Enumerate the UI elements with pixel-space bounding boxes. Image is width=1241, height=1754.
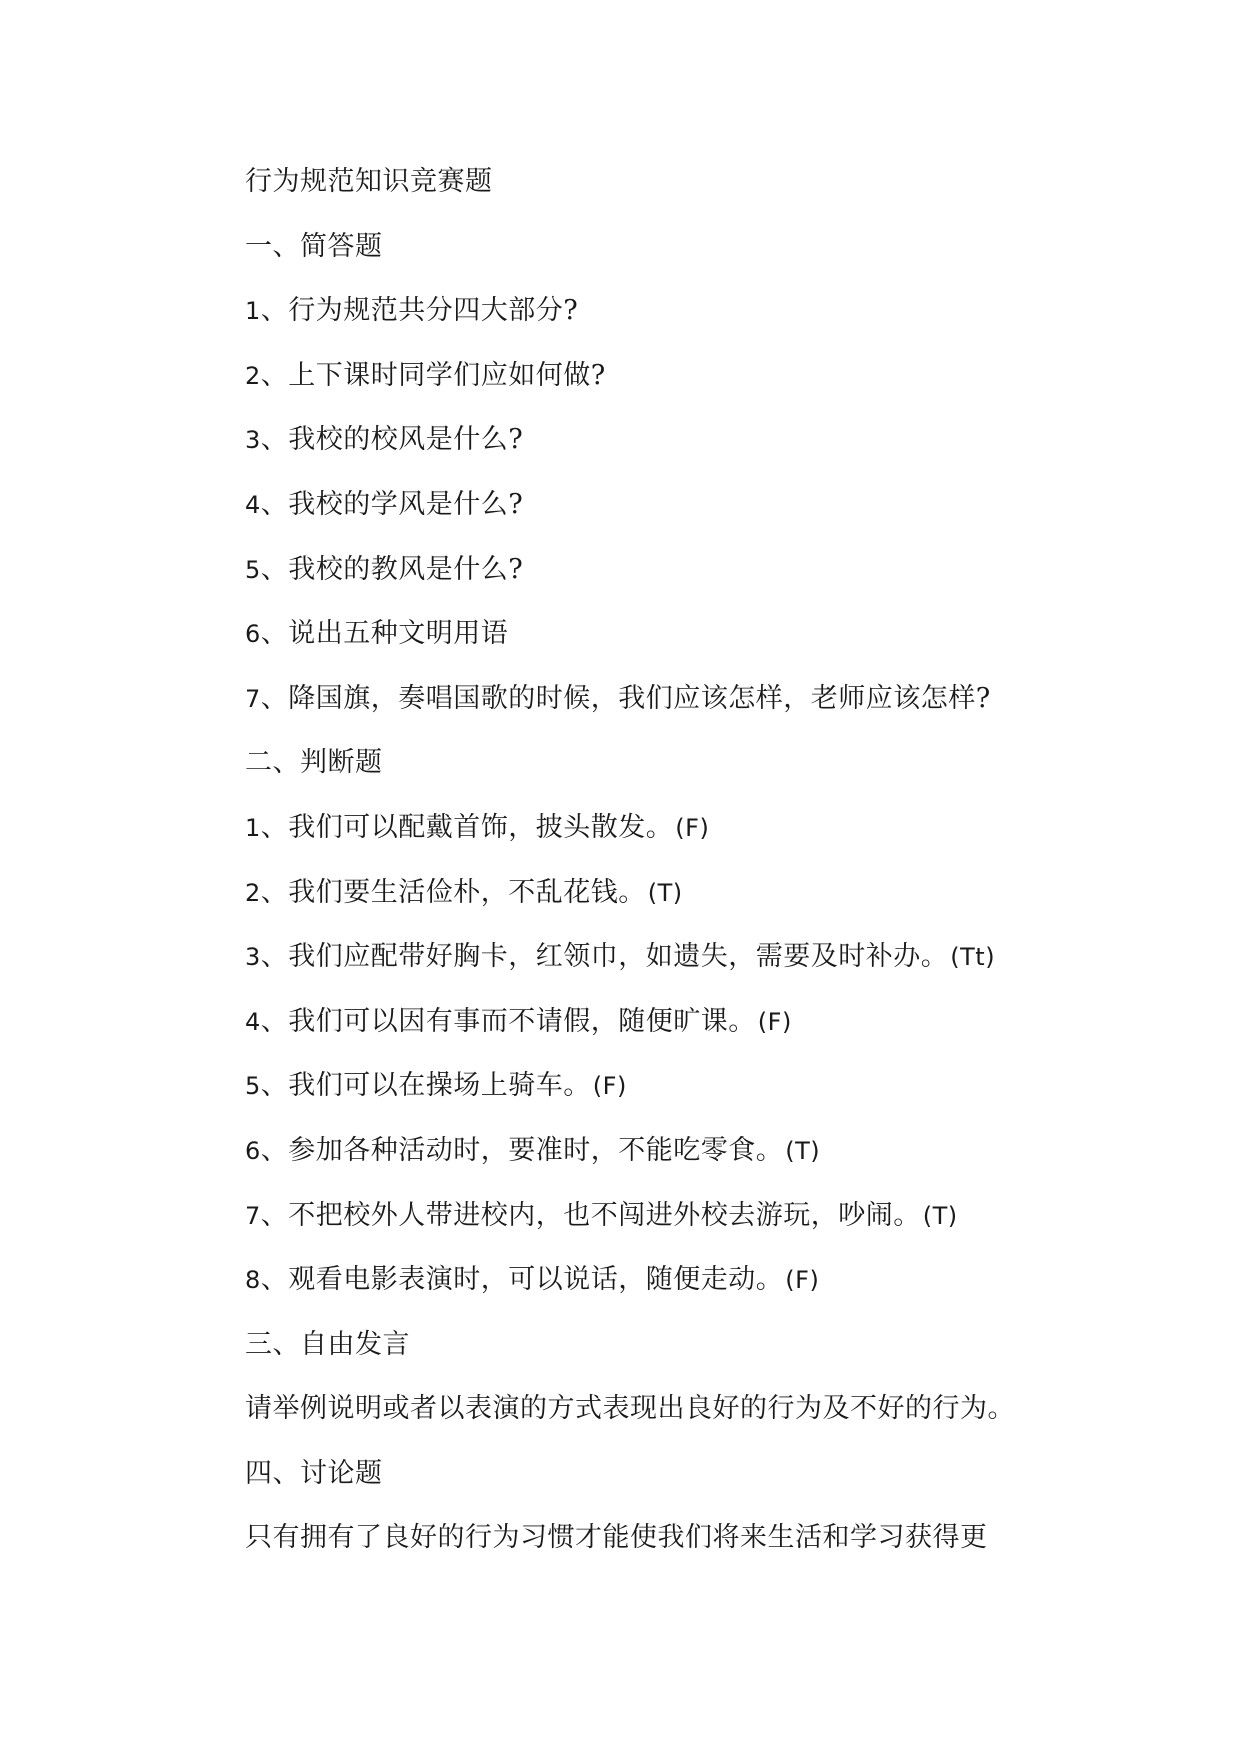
question-text: 、我们可以因有事而不请假，随便旷课。	[260, 1005, 756, 1037]
question-item	[245, 1192, 1125, 1257]
question-number: 8	[245, 1266, 261, 1295]
question-item	[245, 481, 1125, 546]
question-text: 、我们可以配戴首饰，披头散发。	[260, 811, 674, 843]
question-number: 6	[245, 620, 261, 649]
answer-label: (F)	[675, 813, 710, 842]
question-text: 、我校的教风是什么?	[260, 553, 524, 585]
answer-label: (T)	[922, 1201, 958, 1230]
answer-label: (T)	[785, 1136, 821, 1165]
question-number: 6	[245, 1136, 261, 1165]
answer-label: (F)	[785, 1266, 820, 1295]
answer-label: (Tt)	[950, 943, 996, 972]
question-text: 、说出五种文明用语	[260, 618, 509, 650]
question-item	[245, 804, 1125, 869]
question-text: 、我校的校风是什么?	[260, 424, 524, 456]
question-item	[245, 675, 1125, 740]
question-text: 、观看电影表演时，可以说话，随便走动。	[260, 1264, 784, 1296]
question-item	[245, 933, 1125, 998]
question-text: 、不把校外人带进校内，也不闯进外校去游玩，吵闹。	[260, 1199, 921, 1231]
section-heading-discussion: 四、讨论题	[245, 1457, 383, 1489]
question-number: 3	[245, 943, 261, 972]
question-number: 2	[245, 878, 261, 907]
question-number: 1	[245, 813, 261, 842]
document-title: 行为规范知识竞赛题	[245, 166, 493, 197]
section-paragraph: 请举例说明或者以表演的方式表现出良好的行为及不好的行为。	[245, 1393, 1015, 1425]
question-text: 、行为规范共分四大部分?	[260, 295, 579, 327]
question-number: 4	[245, 1007, 261, 1036]
document-body	[245, 158, 1125, 1579]
question-item	[245, 1127, 1125, 1192]
question-item	[245, 416, 1125, 481]
question-item	[245, 352, 1125, 417]
question-item	[245, 546, 1125, 611]
section-heading-short-answer: 一、简答题	[245, 230, 383, 262]
question-text: 、降国旗，奏唱国歌的时候，我们应该怎样，老师应该怎样?	[260, 682, 991, 714]
question-item	[245, 1256, 1125, 1321]
question-number: 7	[245, 1201, 261, 1230]
section-paragraph: 只有拥有了良好的行为习惯才能使我们将来生活和学习获得更	[245, 1522, 988, 1554]
question-text: 、上下课时同学们应如何做?	[260, 359, 606, 391]
answer-label: (T)	[647, 878, 683, 907]
answer-label: (F)	[592, 1072, 627, 1101]
section-heading-free-speech: 三、自由发言	[245, 1328, 410, 1360]
question-number: 1	[245, 297, 261, 326]
question-number: 3	[245, 426, 261, 455]
section-heading-true-false: 二、判断题	[245, 747, 383, 779]
question-number: 5	[245, 1072, 261, 1101]
question-text: 、我校的学风是什么?	[260, 488, 524, 520]
question-item	[245, 287, 1125, 352]
question-item	[245, 869, 1125, 934]
question-text: 、我们可以在操场上骑车。	[260, 1070, 591, 1102]
question-item	[245, 610, 1125, 675]
question-number: 4	[245, 490, 261, 519]
question-number: 7	[245, 684, 261, 713]
question-number: 5	[245, 555, 261, 584]
question-text: 、参加各种活动时，要准时，不能吃零食。	[260, 1134, 784, 1166]
answer-label: (F)	[757, 1007, 792, 1036]
question-text: 、我们要生活俭朴，不乱花钱。	[260, 876, 646, 908]
question-item	[245, 998, 1125, 1063]
question-number: 2	[245, 361, 261, 390]
question-item	[245, 1062, 1125, 1127]
question-text: 、我们应配带好胸卡，红领巾，如遗失，需要及时补办。	[260, 941, 949, 973]
